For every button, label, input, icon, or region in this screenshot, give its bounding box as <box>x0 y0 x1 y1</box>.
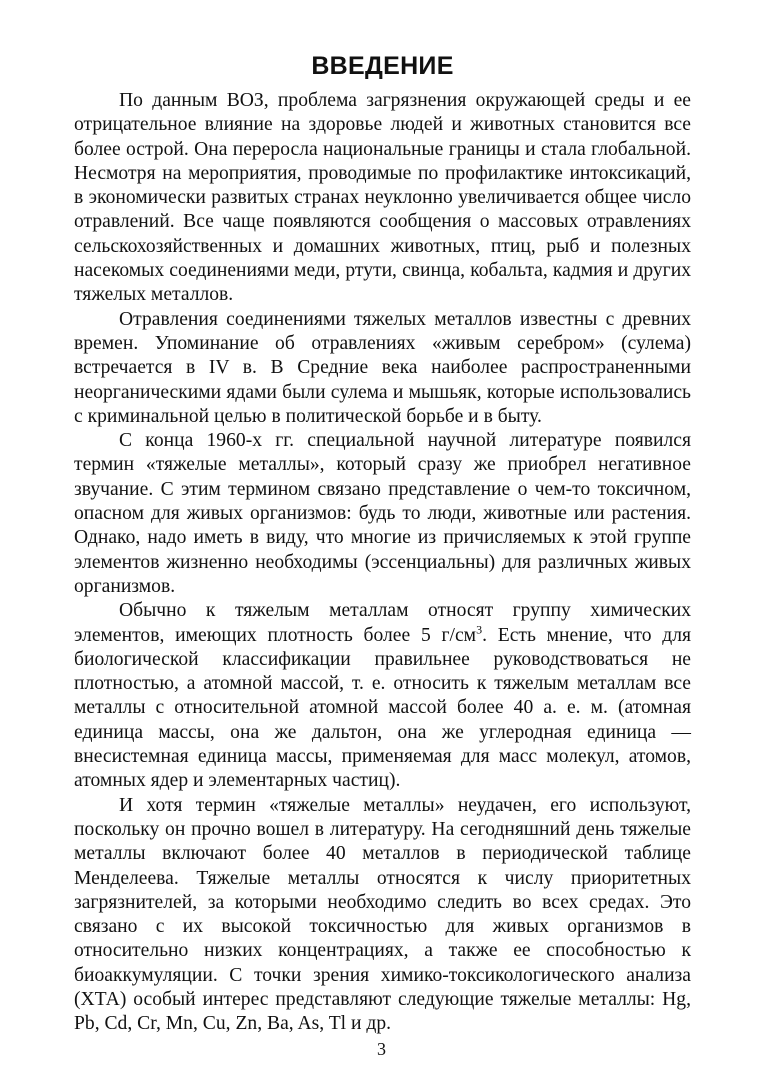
document-page <box>74 52 691 1037</box>
paragraph-3: С конца 1960-х гг. специальной научной литературе появился термин «тяжелые металлы», который сразу же приобрел негативное звучание. С этим термином связано представление о чем-то токсичном, опасном для живых организмов: будь то люди, животные или растения. Однако, надо иметь в виду, что многие из причисляемых к этой группе элементов жизненно необходимы (эссенциальны) для различных живых организмов. <box>74 430 691 597</box>
page-number: 3 <box>377 1039 386 1059</box>
superscript-exponent: 3 <box>476 622 483 636</box>
paragraph-4-text-before: Обычно к тяжелым металлам относят группу химических элементов, имеющих плотность более 5 г/см <box>74 600 691 646</box>
paragraph-4-text-after: . Есть мнение, что для биологической классификации правильнее руководствоваться не плотностью, а атомной массой, т. е. относить к тяжелым металлам все металлы с относительной атомной массой более 40 а. е. м. (атомная единица массы, она же дальтон, она же углеродная единица — внесистемная единица массы, применяемая для масс молекул, атомов, атомных ядер и элементарных частиц). <box>74 624 691 792</box>
paragraph-5: И хотя термин «тяжелые металлы» неудачен, его используют, поскольку он прочно вошел в литературу. На сегодняшний день тяжелые металлы включают более 40 металлов в периодической таблице Менделеева. Тяжелые металлы относятся к числу приоритетных загрязнителей, за которыми необходимо следить во всех средах. Это связано с их высокой токсичностью для живых организмов в относительно низких концентрациях, а также ее способностью к биоаккумуляции. С точки зрения химико-токсикологического анализа (ХТА) особый интерес представляют следующие тяжелые металлы: Hg, Pb, Cd, Cr, Mn, Cu, Zn, Ba, As, Tl и др. <box>74 794 691 1035</box>
page-title: ВВЕДЕНИЕ <box>311 52 454 80</box>
paragraph-4 <box>74 599 691 793</box>
paragraph-2: Отравления соединениями тяжелых металлов известны с древних времен. Упоминание об отравлениях «живым серебром» (сулема) встречается в IV в. В Средние века наиболее распространенными неорганическими ядами были сулема и мышьяк, которые использовались с криминальной целью в политической борьбе и в быту. <box>74 308 691 427</box>
paragraph-1: По данным ВОЗ, проблема загрязнения окружающей среды и ее отрицательное влияние на здоровье людей и животных становится все более острой. Она переросла национальные границы и стала глобальной. Несмотря на мероприятия, проводимые по профилактике интоксикаций, в экономически развитых странах неуклонно увеличивается общее число отравлений. Все чаще появляются сообщения о массовых отравлениях сельскохозяйственных и домашних животных, птиц, рыб и полезных насекомых соединениями меди, ртути, свинца, кобальта, кадмия и других тяжелых металлов. <box>74 90 691 306</box>
